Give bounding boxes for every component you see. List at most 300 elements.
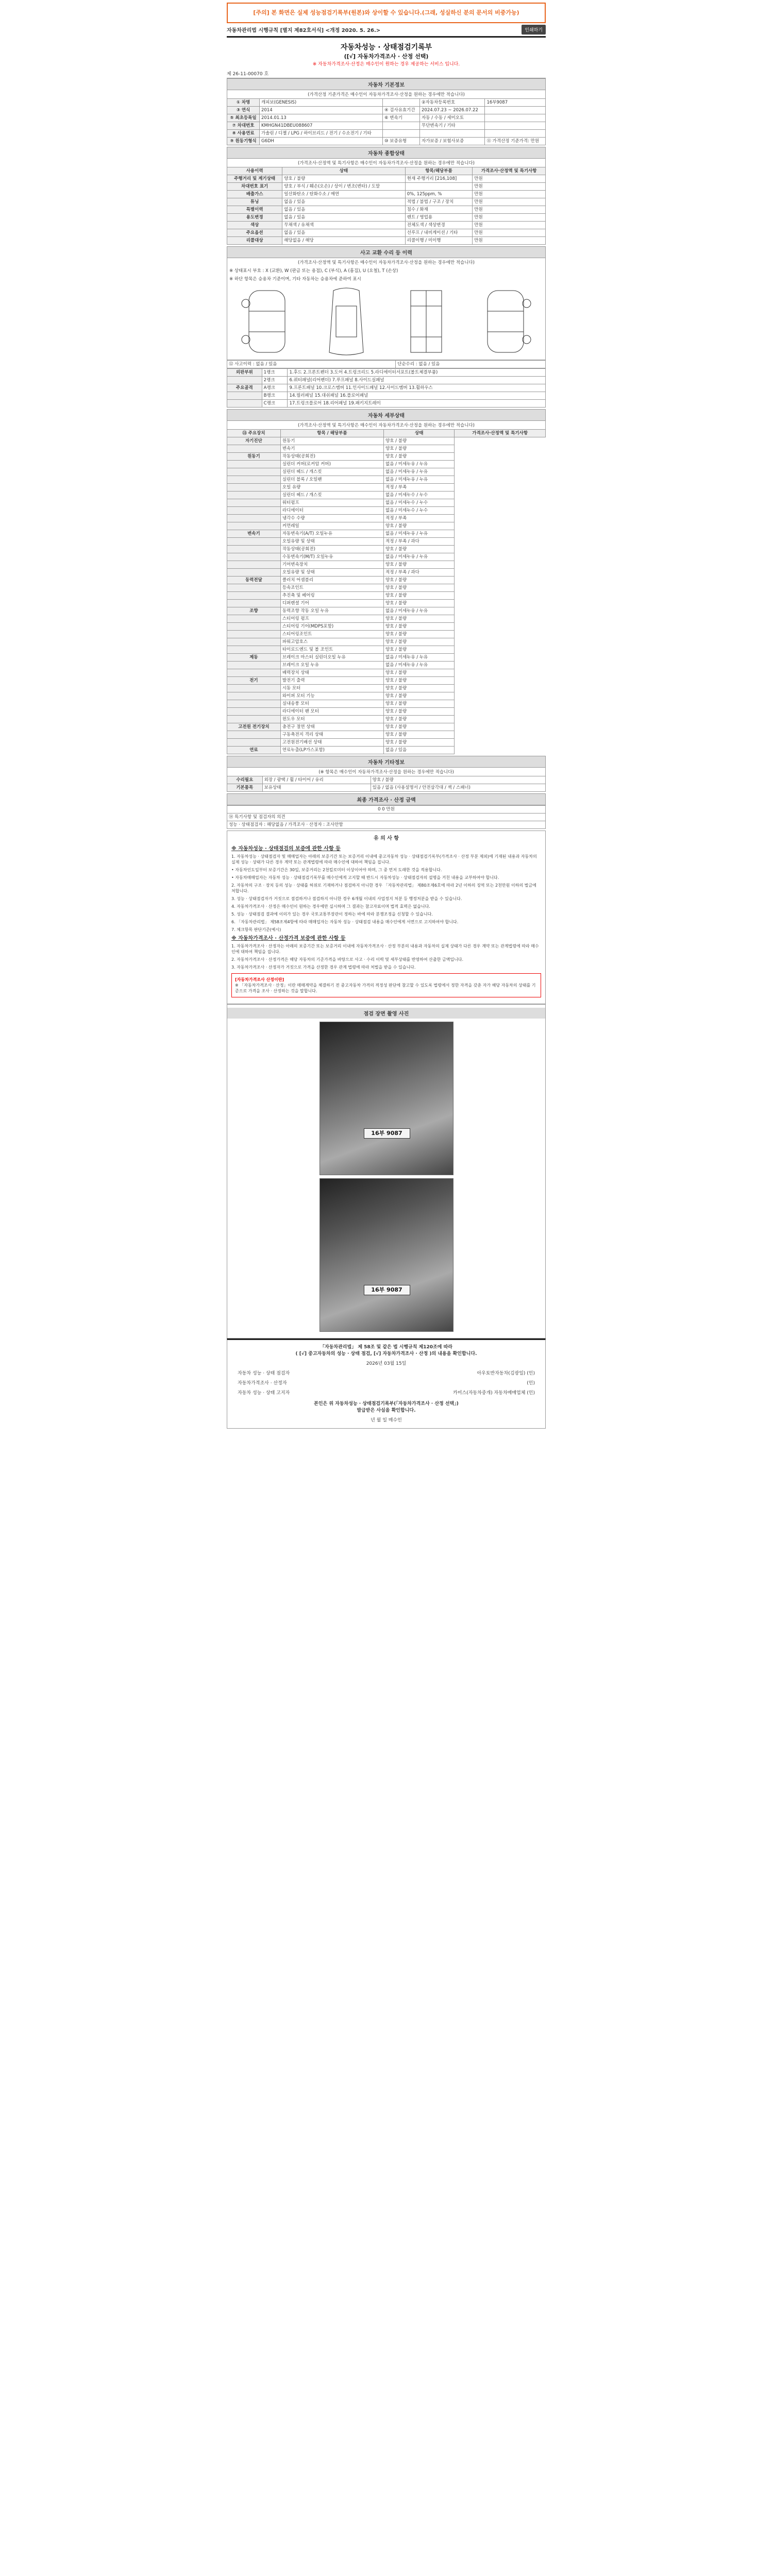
basic-info-cell: 자가보증 / 보험사보증 — [420, 138, 485, 145]
document-header — [227, 23, 546, 38]
overall-cell: 양호 / 불량 — [282, 175, 405, 183]
inspector-label: 자동차 성능 · 상태 점검자 — [238, 1371, 290, 1376]
detail-cell — [227, 646, 281, 654]
detail-row — [227, 445, 546, 453]
overall-cell: 만원 — [473, 229, 546, 237]
note-paragraph: • 자동차매매업자는 자동차 성능 · 상태점검기록부를 매수인에게 고지할 때 반드시 자동차성능 · 상태점검자의 설명을 거친 내용을 교부하여야 합니다. — [231, 875, 499, 880]
notes-title: 유 의 사 항 — [373, 836, 399, 841]
detail-cell — [227, 600, 281, 607]
document-number: 제 26-11-00070 호 — [227, 69, 546, 78]
detail-row — [227, 468, 546, 476]
detail-cell: 양호 / 불량 — [384, 522, 455, 530]
detail-cell — [227, 615, 281, 623]
basic-info-cell — [382, 99, 419, 107]
overall-cell: 만원 — [473, 198, 546, 206]
detail-cell: 브레이크 오일 누유 — [280, 662, 383, 669]
detail-cell — [227, 700, 281, 708]
overall-cell: 없음 / 있음 — [282, 206, 405, 214]
note-paragraph: 2. 자동차가격조사 · 산정가격은 해당 자동차의 기준가격을 바탕으로 사고 · 수리 이력 및 세부상태를 반영하여 산출한 금액입니다. — [231, 957, 464, 962]
detail-row — [227, 538, 546, 546]
overall-header-cell: 사용이력 — [227, 167, 282, 175]
detail-cell — [227, 638, 281, 646]
price-definition-text: ※ 「자동차가격조사 · 산정」이란 매매계약을 체결하기 전 중고자동차 가격의 적정성 판단에 참고할 수 있도록 법령에서 정한 자격을 갖춘 자가 해당 자동차의 상태를 기준으로 가격을 조사 · 산정하는 것을 말합니다. — [235, 983, 536, 993]
detail-row — [227, 507, 546, 515]
simple-repair: 단순수리 : 없음 / 있음 — [396, 361, 546, 368]
note-paragraph: 6. 「자동차관리법」 제58조제4항에 따라 매매업자는 자동차 성능 · 상태점검 내용을 매수인에게 서면으로 고지하여야 합니다. — [231, 920, 459, 924]
detail-cell: 타이로드엔드 및 볼 조인트 — [280, 646, 383, 654]
detail-cell: 양호 / 불량 — [384, 453, 455, 461]
overall-row — [227, 206, 546, 214]
inspection-document — [227, 0, 546, 1423]
detail-cell: 스티어링조인트 — [280, 631, 383, 638]
accident-part-cell: 6.쿼터패널(리어펜더) 7.루프패널 8.사이드실패널 — [288, 377, 546, 384]
accident-part-row — [227, 392, 546, 400]
other-info-cell: 보유상태 — [262, 784, 371, 792]
other-info-cell: 수리필요 — [227, 776, 263, 784]
detail-row — [227, 461, 546, 468]
basic-info-cell: ⑧ 사용연료 — [227, 130, 260, 138]
warning-banner: [주의] 본 화면은 실제 성능점검기록부(원본)와 상이할 수 있습니다.(그래, 성실하신 분의 문서의 비중가능) — [227, 3, 546, 23]
detail-row — [227, 561, 546, 569]
vehicle-photo-front — [320, 1022, 453, 1175]
other-info-cell: 있음 / 없음 (사용설명서 / 안전삼각대 / 잭 / 스패너) — [371, 784, 545, 792]
basic-info-cell — [485, 122, 546, 130]
basic-info-cell: 2014 — [259, 107, 382, 114]
detail-cell: 양호 / 불량 — [384, 561, 455, 569]
detail-cell: 전기 — [227, 677, 281, 685]
accident-part-cell: 9.프론트패널 10.크로스멤버 11.인사이드패널 12.사이드멤버 13.휠하우스 — [288, 384, 546, 392]
final-price-title: 최종 가격조사 · 산정 금액 — [227, 793, 546, 805]
detail-cell: 양호 / 불량 — [384, 600, 455, 607]
detail-cell: 양호 / 불량 — [384, 437, 455, 445]
detail-header-row — [227, 430, 546, 437]
basic-info-cell — [485, 130, 546, 138]
detail-cell: 양호 / 불량 — [384, 577, 455, 584]
detail-cell: 워터펌프 — [280, 499, 383, 507]
section-basic-info-title: 자동차 기본정보 — [227, 78, 546, 90]
detail-cell: 실린더 커버(로커암 커버) — [280, 461, 383, 468]
detail-row — [227, 685, 546, 692]
detail-cell: 양호 / 불량 — [384, 700, 455, 708]
detail-row — [227, 677, 546, 685]
other-info-table — [227, 776, 546, 792]
detail-cell: 스티어링 기어(MDPS포함) — [280, 623, 383, 631]
detail-cell: 양호 / 불량 — [384, 546, 455, 553]
detail-row — [227, 631, 546, 638]
detail-cell: 양호 / 불량 — [384, 716, 455, 723]
notes-heading-2: ※ 자동차가격조사 · 산정가격 보증에 관한 사항 등 — [231, 936, 346, 941]
overall-cell: 현재 주행거리 [216,108] — [405, 175, 473, 183]
photo-title: 점검 장면 촬영 사진 — [227, 1008, 545, 1019]
special-notes-label: ⑭ 특기사항 및 점검자의 의견 — [227, 814, 546, 821]
detail-cell: 없음 / 미세누수 / 누수 — [384, 507, 455, 515]
detail-row — [227, 577, 546, 584]
overall-row — [227, 222, 546, 229]
basic-info-row — [227, 114, 546, 122]
detail-cell: 파워고압호스 — [280, 638, 383, 646]
price-definition-box — [231, 973, 541, 997]
overall-cell: 만원 — [473, 222, 546, 229]
overall-header-cell: 가격조사·산정액 및 특기사항 — [473, 167, 546, 175]
overall-cell: 전체도색 / 색상변경 — [405, 222, 473, 229]
detail-cell: 스티어링 펌프 — [280, 615, 383, 623]
accident-part-cell — [227, 377, 262, 384]
detail-row — [227, 669, 546, 677]
note-paragraph: 4. 자동차가격조사 · 산정은 매수인이 원하는 경우에만 실시하며 그 결과는 참고자료이며 법적 효력은 없습니다. — [231, 904, 430, 909]
detail-cell: 실린더 헤드 / 개스킷 — [280, 468, 383, 476]
detail-cell: 시동 모터 — [280, 685, 383, 692]
signature-date: 2026년 03월 15일 — [366, 1361, 407, 1366]
basic-info-cell: 자동 / 수동 / 세미오토 — [420, 114, 485, 122]
note-paragraph: 1. 자동차성능 · 상태점검자 및 매매업자는 아래의 보증기간 또는 보증거리 이내에 중고자동차 성능 · 상태점검기록부(가격조사 · 산정 부분 제외)에 기재된 내용과 자동차의 실제 성능 · 상태가 다른 경우 계약 또는 관계법령에 따라 매수인에 대하여 책임을 집니다. — [231, 854, 537, 865]
detail-cell: 연료누출(LP가스포함) — [280, 747, 383, 754]
detail-row — [227, 592, 546, 600]
detail-cell: 양호 / 불량 — [384, 685, 455, 692]
accident-part-cell — [227, 400, 262, 408]
detail-row — [227, 484, 546, 492]
accident-part-row — [227, 377, 546, 384]
detail-cell: 적정 / 부족 / 과다 — [384, 538, 455, 546]
basic-info-cell: KMHGN41DBEU088607 — [259, 122, 382, 130]
overall-cell: 배출가스 — [227, 191, 282, 198]
detail-cell: 연료 — [227, 747, 281, 754]
detail-cell: 냉각수 수량 — [280, 515, 383, 522]
detail-cell: 양호 / 불량 — [384, 646, 455, 654]
basic-info-cell: ⑦ 차대번호 — [227, 122, 260, 130]
detail-cell: 기어변속장치 — [280, 561, 383, 569]
detail-cell: 작동상태(공회전) — [280, 546, 383, 553]
detail-cell: 없음 / 미세누유 / 누유 — [384, 662, 455, 669]
detail-cell: 실내송풍 모터 — [280, 700, 383, 708]
detail-cell: 제동 — [227, 654, 281, 662]
basic-info-cell: ④ 검사유효기간 — [382, 107, 419, 114]
detail-row — [227, 646, 546, 654]
car-top-diagram — [318, 285, 375, 358]
other-info-row — [227, 784, 546, 792]
detail-row — [227, 700, 546, 708]
basic-info-row — [227, 99, 546, 107]
signature-law: 「자동차관리법」 제 58조 및 같은 법 시행규칙 제120조에 따라 — [320, 1345, 452, 1350]
detail-cell: 충전구 절연 상태 — [280, 723, 383, 731]
note-paragraph: 1. 자동차가격조사 · 산정자는 아래의 보증기간 또는 보증거리 이내에 자동차가격조사 · 산정 부분의 내용과 자동차의 실제 상태가 다른 경우 계약 또는 관계법령에 따라 매수인에 대하여 책임을 집니다. — [231, 944, 539, 954]
basic-info-cell: 2014.01.13 — [259, 114, 382, 122]
print-button[interactable]: 인쇄하기 — [522, 25, 546, 35]
detail-cell: 라디에이터 팬 모터 — [280, 708, 383, 716]
basic-info-cell: ⑥ 변속기 — [382, 114, 419, 122]
detail-cell — [227, 538, 281, 546]
notes-list-2 — [231, 943, 541, 970]
detail-cell: 클러치 어셈블리 — [280, 577, 383, 584]
price-definition-title: [자동차가격조사 산정이란] — [235, 977, 284, 982]
detail-row — [227, 569, 546, 577]
detail-cell: 원동기 — [227, 453, 281, 461]
detail-row — [227, 515, 546, 522]
detail-cell: 오일 유량 — [280, 484, 383, 492]
signature-section — [227, 1338, 546, 1429]
plate-front: 16부 9087 — [364, 1128, 410, 1139]
overall-cell: 렌트 / 영업용 — [405, 214, 473, 222]
overall-cell: 없음 / 있음 — [282, 214, 405, 222]
form-reference: 자동차관리법 시행규칙 [별지 제82호서식] <개정 2020. 5. 26.> — [227, 28, 381, 33]
note-paragraph: 5. 성능 · 상태점검 결과에 이의가 있는 경우 국토교통부장관이 정하는 바에 따라 분쟁조정을 신청할 수 있습니다. — [231, 912, 433, 917]
detail-cell: 양호 / 불량 — [384, 731, 455, 739]
overall-cell: 적법 / 불법 / 구조 / 장치 — [405, 198, 473, 206]
overall-cell — [405, 183, 473, 191]
detail-cell: 양호 / 불량 — [384, 631, 455, 638]
overall-cell: 리콜이행 / 미이행 — [405, 237, 473, 245]
overall-row — [227, 229, 546, 237]
overall-cell: 만원 — [473, 206, 546, 214]
other-info-row — [227, 776, 546, 784]
detail-cell: 원동기 — [280, 437, 383, 445]
document-title: 자동차성능 · 상태점검기록부 — [340, 43, 432, 52]
detail-header-cell: ⑬ 주요장치 — [227, 430, 281, 437]
section-other-title: 자동차 기타정보 — [227, 756, 546, 768]
overall-cell: 만원 — [473, 237, 546, 245]
detail-cell: 없음 / 미세누유 / 누유 — [384, 607, 455, 615]
detail-cell: 양호 / 불량 — [384, 723, 455, 731]
appraiser-label: 자동차가격조사 · 산정자 — [238, 1381, 287, 1386]
detail-cell: 없음 / 미세누수 / 누수 — [384, 492, 455, 499]
basic-info-cell: 캐피보(GENESIS) — [259, 99, 382, 107]
detail-cell — [227, 499, 281, 507]
accident-part-cell: 17.트렁크플로어 18.리어패널 19.패키지트레이 — [288, 400, 546, 408]
basic-info-cell: 2024.07.23 ~ 2026.07.22 — [420, 107, 485, 114]
photo-section — [227, 1004, 546, 1338]
detail-cell — [227, 731, 281, 739]
detail-row — [227, 638, 546, 646]
detail-row — [227, 747, 546, 754]
detail-cell: 수동변속기(M/T) 오일누유 — [280, 553, 383, 561]
detail-cell: 없음 / 미세누유 / 누유 — [384, 461, 455, 468]
section-accident-note: (가격조사·산정액 및 특기사항은 매수인이 자동차가격조사·산정을 원하는 경우에만 적습니다) — [227, 258, 546, 266]
accident-part-cell: B랭크 — [262, 392, 288, 400]
basic-info-cell: 가솔린 / 디젤 / LPG / 하이브리드 / 전기 / 수소전기 / 기타 — [259, 130, 382, 138]
overall-cell: 무채색 / 유채색 — [282, 222, 405, 229]
overall-row — [227, 214, 546, 222]
accident-legend-2: ※ 하단 항목은 승용차 기준이며, 기타 자동차는 승용차에 준하여 표시 — [227, 275, 546, 283]
detail-cell — [227, 484, 281, 492]
basic-info-cell: ②자동차등록번호 — [420, 99, 485, 107]
basic-info-cell — [485, 114, 546, 122]
overall-cell: 만원 — [473, 191, 546, 198]
note-paragraph: 7. 체크항목 판단기준(예시) — [231, 927, 281, 932]
final-price-amount: 0 0 만원 — [227, 806, 546, 814]
basic-info-row — [227, 107, 546, 114]
detail-cell: 양호 / 불량 — [384, 708, 455, 716]
detail-row — [227, 492, 546, 499]
basic-info-table — [227, 98, 546, 145]
detail-cell: 없음 / 있음 — [384, 747, 455, 754]
accident-part-row — [227, 369, 546, 377]
accident-part-cell: 주요골격 — [227, 384, 262, 392]
basic-info-cell: ⑩ 보증유형 — [382, 138, 419, 145]
detail-cell — [227, 662, 281, 669]
detail-cell: 발전기 출력 — [280, 677, 383, 685]
detail-cell: 없음 / 미세누유 / 누유 — [384, 654, 455, 662]
detail-row — [227, 723, 546, 731]
detail-cell — [227, 739, 281, 747]
section-overall-title: 자동차 종합상태 — [227, 147, 546, 159]
accident-part-cell: 1랭크 — [262, 369, 288, 377]
detail-cell: 와이퍼 모터 기능 — [280, 692, 383, 700]
overall-cell: 특별이력 — [227, 206, 282, 214]
car-side-left-diagram — [239, 285, 295, 358]
detail-cell: 실린더 블록 / 오일팬 — [280, 476, 383, 484]
overall-cell: 없음 / 있음 — [282, 198, 405, 206]
overall-cell: 주요옵션 — [227, 229, 282, 237]
detail-cell: 없음 / 미세누수 / 누수 — [384, 499, 455, 507]
detail-header-cell: 가격조사·산정액 및 특기사항 — [455, 430, 546, 437]
overall-header-row — [227, 167, 546, 175]
note-paragraph: 3. 자동차가격조사 · 산정자가 거짓으로 가격을 산정한 경우 관계 법령에 따라 처벌을 받을 수 있습니다. — [231, 965, 416, 970]
detail-row — [227, 739, 546, 747]
note-paragraph: 2. 자동차의 구조 · 장치 등의 성능 · 상태를 허위로 기재하거나 점검하지 아니한 경우 「자동차관리법」 제80조제6호에 따라 2년 이하의 징역 또는 2천만원 이하의 벌금에 처합니다. — [231, 883, 536, 893]
detail-cell: 자동변속기(A/T) 오일누유 — [280, 530, 383, 538]
basic-info-cell — [485, 107, 546, 114]
overall-cell: 만원 — [473, 175, 546, 183]
detail-row — [227, 731, 546, 739]
signature-confirm: ( [√] 중고자동차의 성능 · 상태 점검, [√] 자동차가격조사 · 산정 )의 내용을 확인합니다. — [295, 1351, 477, 1357]
basic-info-cell: ⑨ 원동기형식 — [227, 138, 260, 145]
overall-cell: 양호 / 부식 / 훼손(오손) / 상이 / 변조(변타) / 도말 — [282, 183, 405, 191]
accident-legend: ※ 상태표시 부호 : X (교환), W (판금 또는 용접), C (부식), A (흠집), U (요철), T (손상) — [227, 266, 546, 275]
detail-row — [227, 476, 546, 484]
detail-row — [227, 662, 546, 669]
overall-cell: 해당없음 / 해당 — [282, 237, 405, 245]
detail-cell: 배력장치 상태 — [280, 669, 383, 677]
detail-cell: 양호 / 불량 — [384, 638, 455, 646]
notifier-name: 카미스(자동차중개) 자동차매매업체 (인) — [453, 1391, 535, 1396]
overall-cell: 만원 — [473, 214, 546, 222]
detail-cell: 라디에이터 — [280, 507, 383, 515]
detail-cell: 고전원 전기장치 — [227, 723, 281, 731]
overall-cell: 만원 — [473, 183, 546, 191]
detail-cell: 없음 / 미세누유 / 누유 — [384, 468, 455, 476]
accident-part-row — [227, 400, 546, 408]
detail-cell: 실린더 헤드 / 개스킷 — [280, 492, 383, 499]
accident-parts-table — [227, 368, 546, 408]
detail-cell — [227, 631, 281, 638]
detail-cell — [227, 584, 281, 592]
section-detail-note: (가격조사·산정액 및 특기사항은 매수인이 자동차가격조사·산정을 원하는 경우에만 적습니다) — [227, 421, 546, 429]
accident-part-cell: A랭크 — [262, 384, 288, 392]
detail-cell: 양호 / 불량 — [384, 623, 455, 631]
overall-cell: 침수 / 화재 — [405, 206, 473, 214]
detail-cell: 양호 / 불량 — [384, 739, 455, 747]
overall-cell: 색상 — [227, 222, 282, 229]
basic-info-cell — [382, 122, 419, 130]
detail-row — [227, 499, 546, 507]
detail-row — [227, 522, 546, 530]
detail-cell: 자기진단 — [227, 437, 281, 445]
detail-row — [227, 654, 546, 662]
detail-row — [227, 584, 546, 592]
overall-cell: 리콜대상 — [227, 237, 282, 245]
note-paragraph: 3. 성능 · 상태점검자가 거짓으로 점검하거나 점검하지 아니한 경우 6개월 이내의 사업정지 처분 등 행정처분을 받을 수 있습니다. — [231, 896, 462, 901]
overall-row — [227, 237, 546, 245]
detail-cell: 구동축전지 격리 상태 — [280, 731, 383, 739]
accident-part-cell — [227, 392, 262, 400]
detail-cell — [227, 507, 281, 515]
basic-info-cell — [420, 130, 485, 138]
detail-cell — [227, 546, 281, 553]
basic-info-row — [227, 138, 546, 145]
accident-part-cell: C랭크 — [262, 400, 288, 408]
overall-cell: 없음 / 있음 — [282, 229, 405, 237]
detail-row — [227, 453, 546, 461]
notes-heading-1: ※ 자동차성능 · 상태점검의 보증에 관한 사항 등 — [231, 846, 341, 852]
vehicle-photo-rear — [320, 1178, 453, 1332]
final-price-table — [227, 805, 546, 829]
detail-row — [227, 623, 546, 631]
overall-cell: 주행거리 및 계기상태 — [227, 175, 282, 183]
notes-section — [227, 831, 546, 1004]
basic-info-cell: 무단변속기 / 기타 — [420, 122, 485, 130]
section-accident-title: 사고 교환 수리 등 이력 — [227, 246, 546, 258]
buyer-confirm-1: 본인은 위 자동차성능 · 상태점검기록부(「자동차가격조사 · 산정 선택」) — [314, 1401, 459, 1406]
document-subtitle: ([√] 자동차가격조사 · 산정 선택) — [344, 53, 429, 60]
detail-status-table — [227, 429, 546, 754]
detail-row — [227, 530, 546, 538]
overall-status-table — [227, 167, 546, 245]
detail-cell: 양호 / 불량 — [384, 584, 455, 592]
section-overall-note: (가격조사·산정액 및 특기사항은 매수인이 자동차가격조사·산정을 원하는 경우에만 적습니다) — [227, 159, 546, 167]
accident-part-cell: 1.후드 2.프론트펜더 3.도어 4.트렁크리드 5.라디에이터서포트(볼트체결부품) — [288, 369, 546, 377]
detail-cell: 없음 / 미세누유 / 누유 — [384, 530, 455, 538]
detail-cell: 양호 / 불량 — [384, 445, 455, 453]
note-paragraph: • 자동차인도일부터 보증기간은 30일, 보증거리는 2천킬로미터 이상이어야 하며, 그 중 먼저 도래한 것을 적용합니다. — [231, 868, 442, 872]
overall-cell: 차대번호 표기 — [227, 183, 282, 191]
section-detail-title: 자동차 세부상태 — [227, 409, 546, 421]
detail-row — [227, 716, 546, 723]
accident-part-row — [227, 384, 546, 392]
section-other-note: (※ 항목은 매수인이 자동차가격조사·산정을 원하는 경우에만 적습니다) — [227, 768, 546, 776]
detail-cell: 조향 — [227, 607, 281, 615]
detail-cell: 양호 / 불량 — [384, 615, 455, 623]
detail-cell — [227, 623, 281, 631]
detail-header-cell: 항목 / 해당부품 — [280, 430, 383, 437]
detail-row — [227, 708, 546, 716]
other-info-cell: 기본품목 — [227, 784, 263, 792]
car-frame-diagram — [398, 285, 455, 358]
detail-cell: 동력전달 — [227, 577, 281, 584]
detail-cell — [227, 461, 281, 468]
detail-cell — [227, 592, 281, 600]
detail-cell: 양호 / 불량 — [384, 692, 455, 700]
detail-cell — [227, 716, 281, 723]
accident-part-cell: 2랭크 — [262, 377, 288, 384]
accident-summary-table — [227, 360, 546, 368]
accident-part-cell: 14.필러패널 15.대쉬패널 16.플로어패널 — [288, 392, 546, 400]
detail-cell: 양호 / 불량 — [384, 677, 455, 685]
accident-history: ⑫ 사고이력 : 없음 / 있음 — [227, 361, 396, 368]
overall-cell: 튜닝 — [227, 198, 282, 206]
detail-row — [227, 607, 546, 615]
detail-cell: 추진축 및 베어링 — [280, 592, 383, 600]
detail-cell: 오일유량 및 상태 — [280, 538, 383, 546]
car-side-right-diagram — [477, 285, 534, 358]
basic-info-row — [227, 130, 546, 138]
detail-cell — [227, 522, 281, 530]
overall-row — [227, 183, 546, 191]
detail-cell — [227, 569, 281, 577]
detail-cell: 변속기 — [280, 445, 383, 453]
overall-header-cell: 항목/해당부품 — [405, 167, 473, 175]
detail-header-cell: 상태 — [384, 430, 455, 437]
detail-row — [227, 553, 546, 561]
detail-cell: 작동상태(공회전) — [280, 453, 383, 461]
